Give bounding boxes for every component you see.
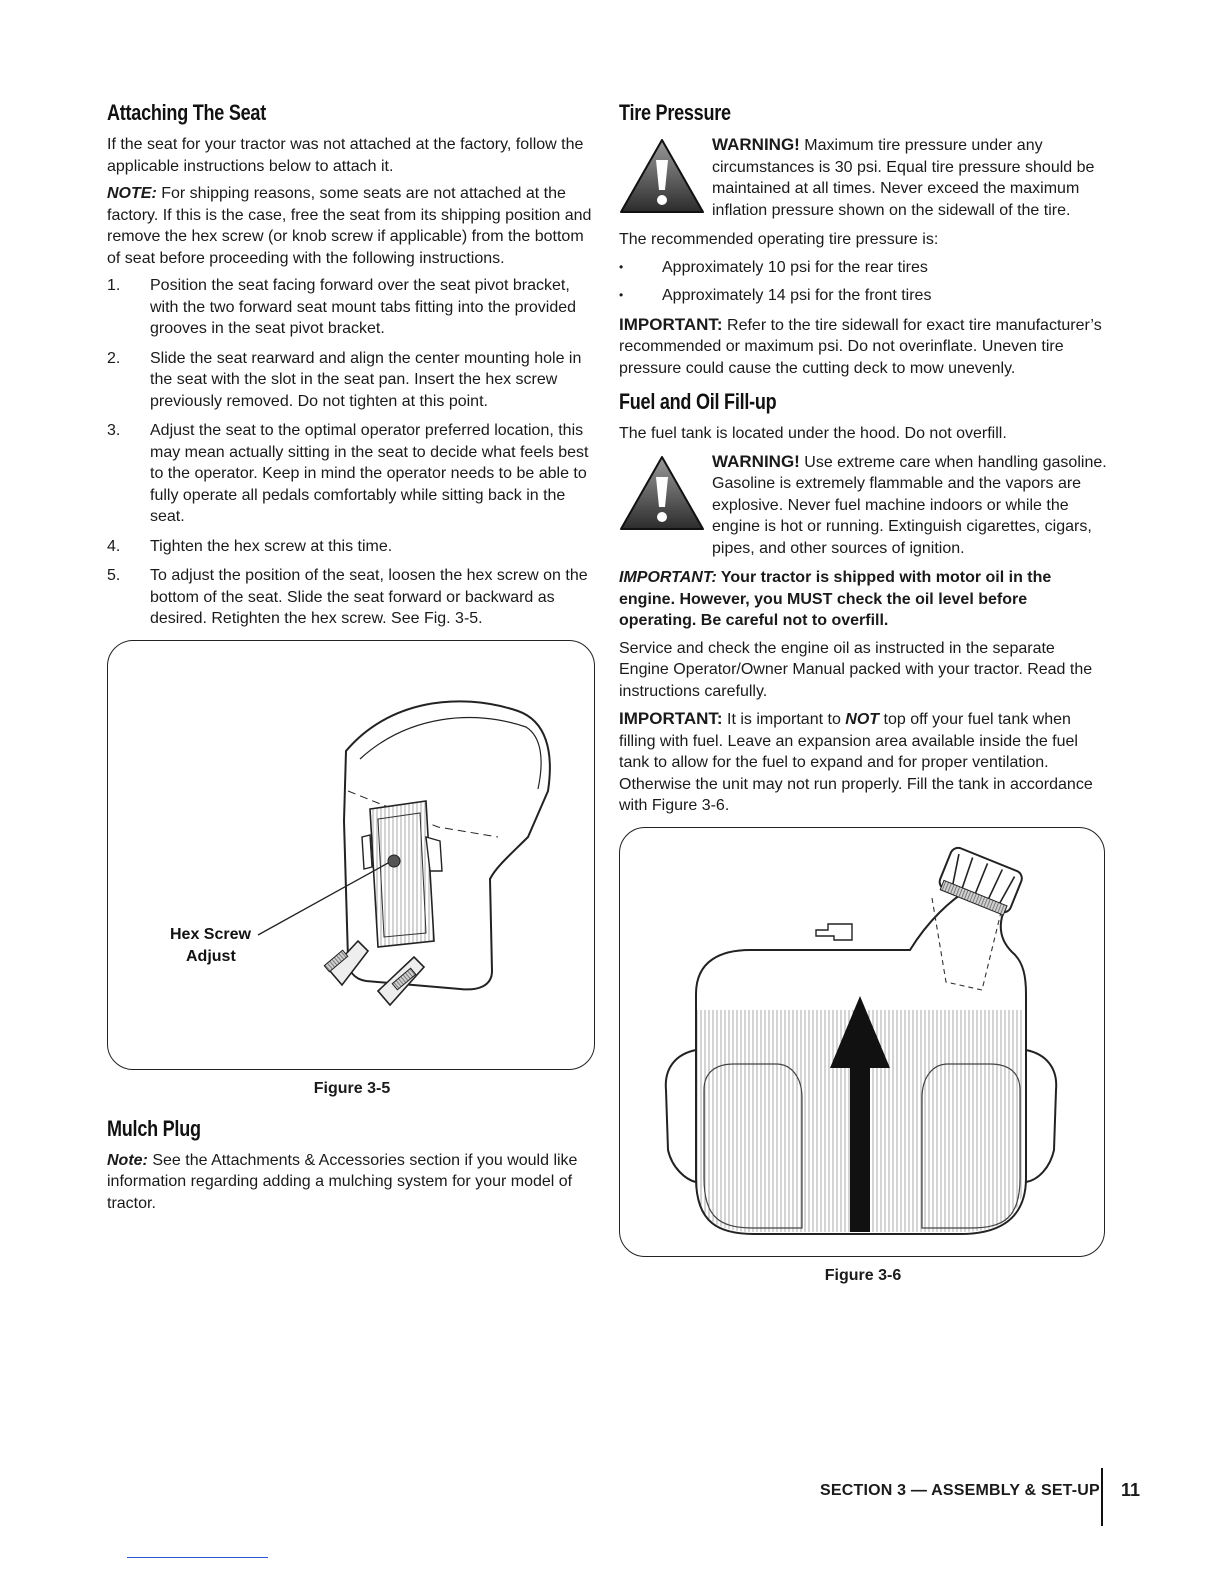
note-text: See the Attachments & Accessories section if you would like information regarding adding a mulching system for your model of tractor. <box>107 1151 578 1212</box>
footer-section-title: SECTION 3 — ASSEMBLY & SET-UP <box>820 1482 1100 1499</box>
list-item <box>107 536 597 558</box>
warning-icon <box>619 455 705 531</box>
note-label: Note: <box>107 1151 148 1169</box>
list-item <box>107 565 597 630</box>
step-number: 5. <box>107 567 121 584</box>
footer-divider <box>1101 1468 1103 1526</box>
tire-warning <box>619 134 1107 221</box>
list-item <box>107 275 597 340</box>
figure-3-5 <box>107 640 595 1070</box>
oil-important <box>619 567 1107 632</box>
step-text: Adjust the seat to the optimal operator preferred location, this may mean actually sitting in the seat to decide what feels best to the operator. Keep in mind the operator needs to be able to fully operate all pedals comfortably while sitting back in the seat. <box>150 422 589 525</box>
fuel-tank-illustration <box>620 828 1104 1256</box>
section-title-fuel-oil: Fuel and Oil Fill-up <box>619 389 777 414</box>
list-item: • Approximately 14 psi for the front tires <box>619 287 932 304</box>
list-item <box>107 420 597 528</box>
seat-steps-list <box>107 275 597 630</box>
step-text: Slide the seat rearward and align the center mounting hole in the seat with the slot in the seat pan. Insert the hex screw previously removed. Do not tighten at this point. <box>150 349 582 410</box>
important-text: Your tractor is shipped with motor oil in the engine. However, you MUST check the oil level before operating. Be careful not to overfill. <box>619 569 1052 629</box>
seat-intro: If the seat for your tractor was not attached at the factory, follow the applicable instructions below to attach it. <box>107 136 584 175</box>
important-label: IMPORTANT: <box>619 569 717 586</box>
step-number: 1. <box>107 277 121 294</box>
tire-important <box>619 314 1107 380</box>
not-emphasis: NOT <box>845 711 880 728</box>
figure-caption: Figure 3-5 <box>313 1079 391 1097</box>
seat-illustration <box>108 641 594 1069</box>
recommended-text: The recommended operating tire pressure is: <box>619 231 939 248</box>
section-title-tire-pressure: Tire Pressure <box>619 100 731 125</box>
step-text: To adjust the position of the seat, loosen the hex screw on the bottom of the seat. Slide the seat forward or backward as desired. Retighten the hex screw. See Fig. 3-5. <box>150 567 588 627</box>
note-label: NOTE: <box>107 185 157 202</box>
hex-screw-label: Hex Screw <box>170 925 251 943</box>
important-text: Refer to the tire sidewall for exact tire manufacturer’s recommended or maximum psi. Do not overinflate. Uneven tire pressure could cause the cutting deck to mow unevenly. <box>619 316 1102 377</box>
list-item: • Approximately 10 psi for the rear tires <box>619 258 928 276</box>
important-label: IMPORTANT: <box>619 314 723 334</box>
warning-label: WARNING! <box>712 135 800 154</box>
warning-text: Maximum tire pressure under any circumstances is 30 psi. Equal tire pressure should be maintained at all times. Never exceed the maximum inflation pressure shown on the sidewall of the tire. <box>712 137 1095 219</box>
fuel-intro: The fuel tank is located under the hood. Do not overfill. <box>619 425 1007 442</box>
step-text: Tighten the hex screw at this time. <box>150 537 393 555</box>
important-label: IMPORTANT: <box>619 709 723 728</box>
right-column <box>619 100 1107 1285</box>
note-text: For shipping reasons, some seats are not attached at the factory. If this is the case, free the seat from its shipping position and remove the hex screw (or knob screw if applicable) from the bottom of seat before proceeding with the following instructions. <box>107 185 592 267</box>
link-underline <box>127 1557 268 1558</box>
fuel-important: IMPORTANT: It is important to NOT top off your fuel tank when filling with fuel. Leave an expansion area available inside the fuel tank to allow for the fuel to expand and for proper ventilation. Otherwise the unit may not run properly. Fill the tank in accordance with Figure 3-6. <box>619 709 1093 814</box>
service-text: Service and check the engine oil as instructed in the separate Engine Operator/Owner Manual packed with your tractor. Read the instructions carefully. <box>619 639 1093 700</box>
adjust-label: Adjust <box>186 947 236 965</box>
warning-label: WARNING! <box>712 451 800 471</box>
section-title-attaching-seat: Attaching The Seat <box>107 100 266 125</box>
step-number: 3. <box>107 422 121 439</box>
figure-3-6 <box>619 827 1105 1257</box>
tire-pressure-list <box>619 257 1107 307</box>
list-item <box>107 348 597 413</box>
step-number: 4. <box>107 537 121 555</box>
step-text: Position the seat facing forward over the seat pivot bracket, with the two forward seat mount tabs fitting into the provided grooves in the seat pivot bracket. <box>150 277 577 337</box>
section-title-mulch-plug: Mulch Plug <box>107 1115 201 1141</box>
warning-text: Use extreme care when handling gasoline. Gasoline is extremely flammable and the vapors are explosive. Never fuel machine indoors or while the engine is hot or running. Extinguish cigarettes, cigars, pipes, and other sources of ignition. <box>712 453 1107 557</box>
seat-note <box>107 183 597 269</box>
step-number: 2. <box>107 349 121 367</box>
fuel-warning <box>619 451 1107 560</box>
figure-caption: Figure 3-6 <box>824 1266 902 1284</box>
warning-icon <box>619 138 705 214</box>
page-number: 11 <box>1121 1480 1141 1500</box>
left-column <box>107 100 597 1220</box>
mulch-note <box>107 1150 597 1215</box>
